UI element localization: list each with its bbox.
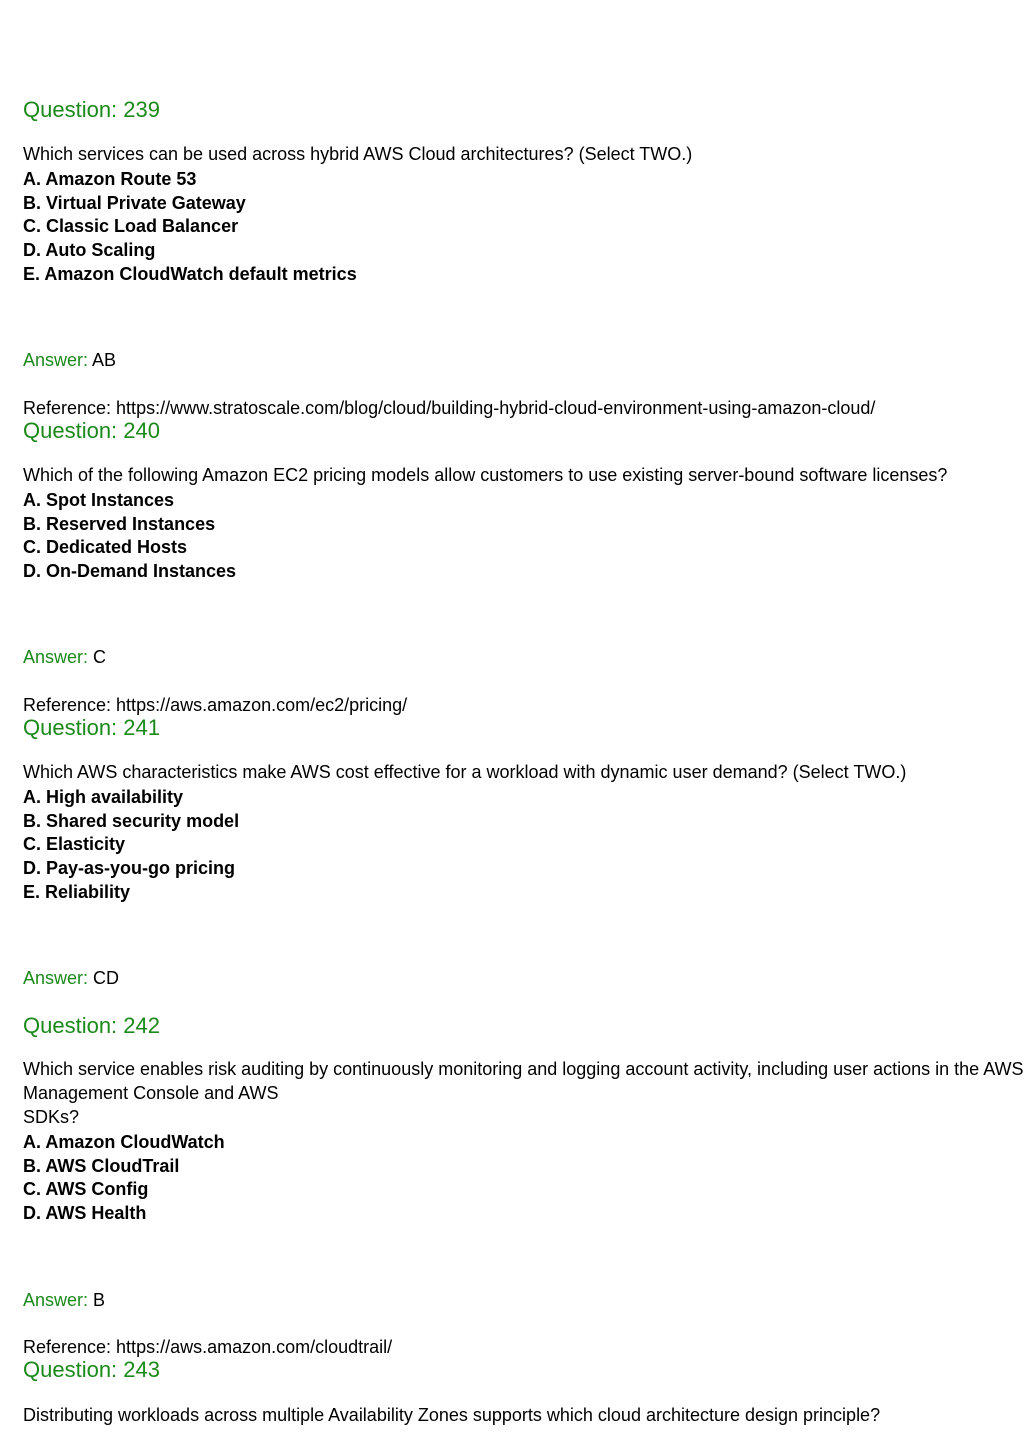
question-240-text: Which of the following Amazon EC2 pricing models allow customers to use existing server-bound software licenses?	[23, 465, 948, 485]
question-242-option-d: D. AWS Health	[23, 1203, 147, 1223]
question-242-answer	[23, 1291, 105, 1309]
question-242-text-line-1: Which service enables risk auditing by continuously monitoring and logging account activity, including user actions in the AWS	[23, 1059, 1024, 1079]
question-242-reference[interactable]: Reference: https://aws.amazon.com/cloudtrail/	[23, 1337, 393, 1357]
question-242-text-line-2: Management Console and AWS	[23, 1083, 279, 1103]
question-242-option-b: B. AWS CloudTrail	[23, 1156, 180, 1176]
question-240-option-b: B. Reserved Instances	[23, 514, 216, 534]
question-241-text: Which AWS characteristics make AWS cost effective for a workload with dynamic user demand? (Select TWO.)	[23, 762, 907, 782]
question-240-option-a: A. Spot Instances	[23, 490, 175, 510]
question-240-reference[interactable]: Reference: https://aws.amazon.com/ec2/pricing/	[23, 695, 408, 715]
question-239-option-a: A. Amazon Route 53	[23, 169, 197, 189]
question-241-option-a: A. High availability	[23, 787, 184, 807]
question-239-option-d: D. Auto Scaling	[23, 240, 156, 260]
answer-label: Answer:	[23, 1290, 89, 1310]
question-240-option-c: C. Dedicated Hosts	[23, 537, 188, 557]
question-239-title: Question: 239	[23, 97, 160, 122]
question-241-option-e: E. Reliability	[23, 882, 131, 902]
question-240-answer	[23, 648, 106, 666]
question-239-answer	[23, 351, 116, 369]
question-243-title: Question: 243	[23, 1357, 160, 1382]
answer-label: Answer:	[23, 647, 89, 667]
question-241-option-b: B. Shared security model	[23, 811, 240, 831]
question-239-option-e: E. Amazon CloudWatch default metrics	[23, 264, 357, 284]
question-239-option-b: B. Virtual Private Gateway	[23, 193, 246, 213]
question-242-option-c: C. AWS Config	[23, 1179, 149, 1199]
question-241-option-d: D. Pay-as-you-go pricing	[23, 858, 236, 878]
question-243-text: Distributing workloads across multiple Availability Zones supports which cloud architecture design principle?	[23, 1405, 881, 1425]
question-241-answer	[23, 969, 119, 987]
answer-value: AB	[92, 350, 117, 370]
question-242-title: Question: 242	[23, 1013, 160, 1038]
question-240-option-d: D. On-Demand Instances	[23, 561, 237, 581]
answer-label: Answer:	[23, 968, 89, 988]
question-242-text-line-3: SDKs?	[23, 1107, 80, 1127]
question-241-title: Question: 241	[23, 715, 160, 740]
question-241-option-c: C. Elasticity	[23, 834, 126, 854]
question-240-title: Question: 240	[23, 418, 160, 443]
answer-value: B	[93, 1290, 106, 1310]
answer-value: C	[93, 647, 107, 667]
question-239-text: Which services can be used across hybrid AWS Cloud architectures? (Select TWO.)	[23, 144, 693, 164]
question-242-option-a: A. Amazon CloudWatch	[23, 1132, 225, 1152]
answer-label: Answer:	[23, 350, 89, 370]
question-239-option-c: C. Classic Load Balancer	[23, 216, 239, 236]
question-239-reference[interactable]: Reference: https://www.stratoscale.com/blog/cloud/building-hybrid-cloud-environment-using-amazon-cloud/	[23, 398, 876, 418]
answer-value: CD	[93, 968, 120, 988]
